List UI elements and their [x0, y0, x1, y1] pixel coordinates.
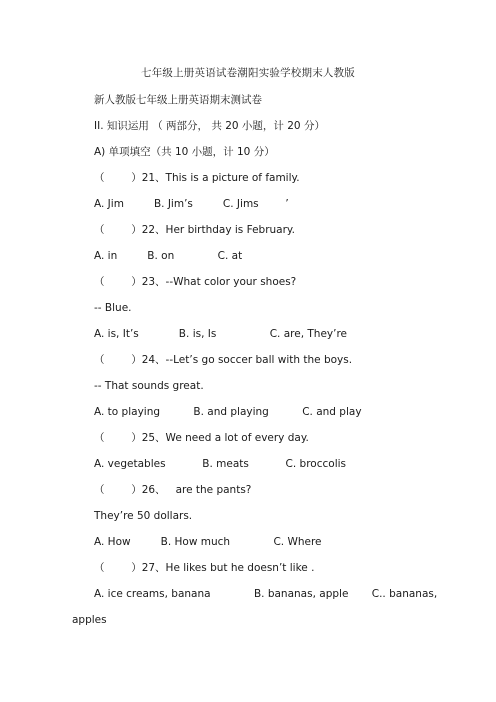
- options-26: A. How B. How much C. Where: [94, 536, 322, 548]
- document-title: 七年级上册英语试卷潮阳实验学校期末人教版: [141, 67, 355, 79]
- options-21: A. Jim B. Jim’s C. Jims ’: [94, 198, 289, 210]
- options-22: A. in B. on C. at: [94, 250, 243, 262]
- answer-line-24: -- That sounds great.: [94, 380, 204, 392]
- options-27-continuation: apples: [72, 614, 107, 626]
- question-27: （ ）27、He likes but he doesn’t like .: [94, 562, 315, 574]
- subsection-heading: A) 单项填空（共 10 小题，计 10 分）: [94, 146, 275, 158]
- answer-line-23: -- Blue.: [94, 302, 132, 314]
- options-27: A. ice creams, banana B. bananas, apple C.. bananas,: [94, 588, 438, 600]
- options-24: A. to playing B. and playing C. and play: [94, 406, 362, 418]
- subtitle: 新人教版七年级上册英语期末测试卷: [94, 94, 262, 106]
- options-23: A. is, It’s B. is, Is C. are, They’re: [94, 328, 348, 340]
- answer-line-26: They’re 50 dollars.: [94, 510, 193, 522]
- question-25: （ ）25、We need a lot of every day.: [94, 432, 309, 444]
- section-heading: II. 知识运用 （ 两部分， 共 20 小题，计 20 分）: [94, 120, 325, 132]
- question-22: （ ）22、Her birthday is February.: [94, 224, 295, 236]
- question-23: （ ）23、--What color your shoes?: [94, 276, 297, 288]
- options-25: A. vegetables B. meats C. broccolis: [94, 458, 347, 470]
- question-24: （ ）24、--Let’s go soccer ball with the boys.: [94, 354, 353, 366]
- question-26: （ ）26、 are the pants?: [94, 484, 252, 496]
- question-21: （ ）21、This is a picture of family.: [94, 172, 300, 184]
